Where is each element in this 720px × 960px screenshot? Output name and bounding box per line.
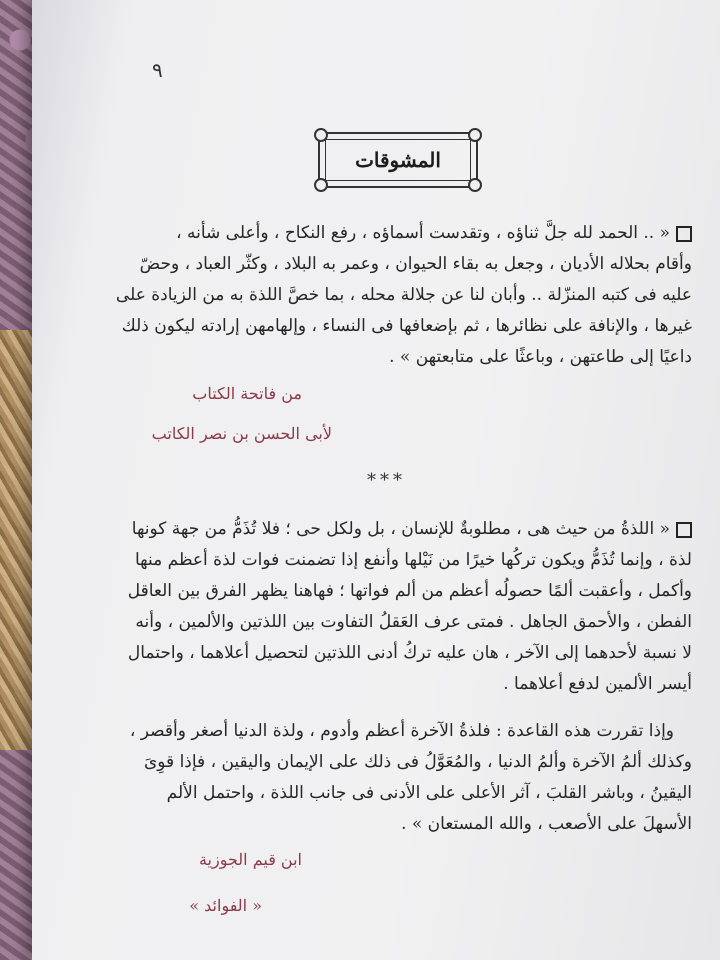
text-line: وإذا تقررت هذه القاعدة : فلذةُ الآخرة أعظم وأدوم ، ولذة الدنيا أصغر وأقصر ،: [129, 721, 674, 741]
text-line: وأكمل ، وأعقبت ألمًا حصولُه أعظم من ألم فواتها ؛ فهاهنا يظهر الفرق بين العاقل: [127, 581, 692, 601]
title-inner: [325, 139, 471, 181]
separator-stars: ***: [367, 470, 406, 491]
text-line: لذة ، وإنما تُذَمُّ ويكون تركُها خيرًا من نَيْلها وأنفع إذا تضمنت فوات لذة أعظم منها: [135, 550, 692, 570]
quote-paragraph-2: [102, 514, 692, 700]
source-author: لأبى الحسن بن نصر الكاتب: [151, 424, 332, 443]
source-book: « الفوائد »: [189, 896, 262, 915]
text-line: « اللذةُ من حيث هى ، مطلوبةٌ للإنسان ، بل ولكل حى ؛ فلا تُذَمُّ من جهة كونها: [102, 514, 692, 545]
text-line: وكذلك ألمُ الآخرة وألمُ الدنيا ، والمُعَوَّلُ فى ذلك على الإيمان واليقين ، فإذا قوِىَ: [143, 752, 692, 772]
text-line: عليه فى كتبه المنزّلة .. وأبان لنا عن جلالة محله ، بما خصَّ اللذة به من الزيادة على: [115, 285, 692, 305]
text-line: داعيًا إلى طاعتهن ، وباعثًا على متابعتهن » .: [389, 347, 692, 367]
title-frame: [318, 132, 478, 188]
square-bullet-icon: [676, 226, 692, 242]
page-number: ٩: [152, 58, 163, 82]
book-page: [32, 0, 720, 960]
text-line: غيرها ، والإنافة على نظائرها ، ثم بإضعافها فى النساء ، وإلهامهن إرادته ليكون ذلك: [121, 316, 692, 336]
text-line: وأقام بحلاله الأديان ، وجعل به بقاء الحيوان ، وعمر به البلاد ، وكثّر العباد ، وحضّ: [139, 254, 692, 274]
section-title: المشوقات: [355, 148, 441, 172]
text-line: أيسر الألمين لدفع أعلاهما .: [503, 674, 692, 694]
source-line: من فاتحة الكتاب: [192, 384, 302, 403]
text-line: لا نسبة لأحدهما إلى الآخر ، هان عليه تركُ أدنى اللذتين لتحصيل أعلاهما ، واحتمال: [127, 643, 692, 663]
quote-paragraph-3: [92, 716, 692, 840]
text-line: الفطن ، والأحمق الجاهل . فمتى عرف العَقلُ التفاوت بين اللذتين والألمين ، وأنه: [135, 612, 692, 632]
text-line: « .. الحمد لله جلَّ ثناؤه ، وتقدست أسماؤه ، رفع النكاح ، وأعلى شأنه ،: [112, 218, 692, 249]
source-author: ابن قيم الجوزية: [198, 850, 302, 869]
text-line: اليقينُ ، وباشر القلبَ ، آثر الأعلى على الأدنى فى جانب اللذة ، واحتمل الألم: [166, 783, 692, 803]
square-bullet-icon: [676, 522, 692, 538]
quote-paragraph-1: [112, 218, 692, 373]
text-line: الأسهلَ على الأصعب ، والله المستعان » .: [401, 814, 692, 834]
